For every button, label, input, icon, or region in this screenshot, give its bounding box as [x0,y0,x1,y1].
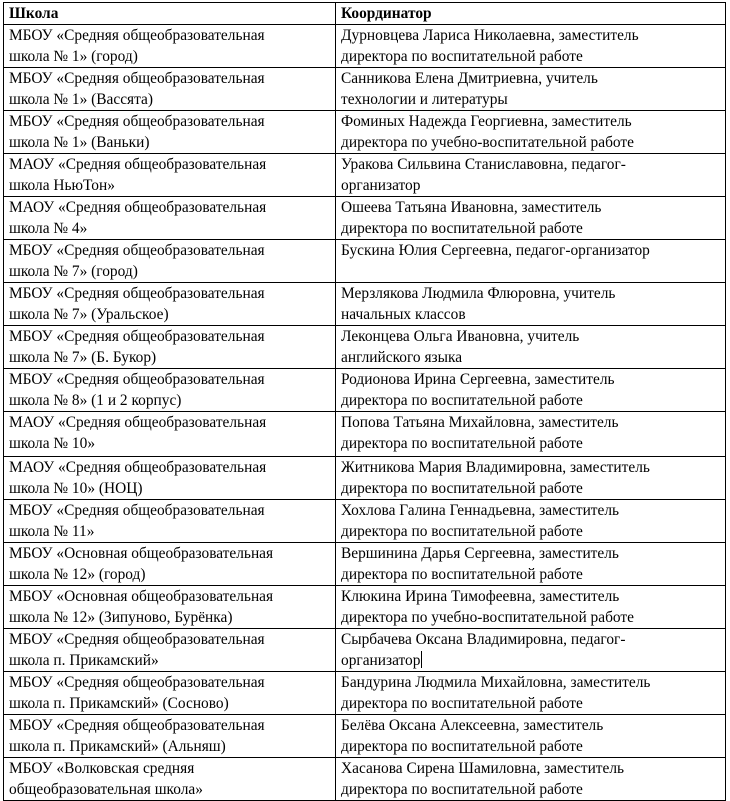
table-row [4,283,726,326]
table-row [4,326,726,369]
table-row [4,369,726,412]
school-cell: МАОУ «Средняя общеобразовательная школа НьюТон» [4,154,336,197]
school-cell: МБОУ «Средняя общеобразовательная школа № 1» (Ваньки) [4,111,336,154]
coordinator-cell: Мерзлякова Людмила Флюровна, учитель начальных классов [336,283,726,326]
coordinator-cell: Сырбачева Оксана Владимировна, педагог- организатор [336,629,726,672]
header-school: Школа [4,3,336,25]
table-row [4,25,726,68]
coordinator-cell: Уракова Сильвина Станиславовна, педагог- организатор [336,154,726,197]
table-row [4,672,726,715]
text-cursor [421,651,422,668]
header-coordinator: Координатор [336,3,726,25]
table-row [4,543,726,586]
table-row [4,154,726,197]
table-row [4,586,726,629]
coordinator-cell: Вершинина Дарья Сергеевна, заместитель директора по воспитательной работе [336,543,726,586]
table-row [4,629,726,672]
school-cell: МБОУ «Средняя общеобразовательная школа № 7» (Б. Букор) [4,326,336,369]
table-row [4,240,726,283]
coordinator-cell: Бускина Юлия Сергеевна, педагог-организатор [336,240,726,283]
school-cell: МБОУ «Основная общеобразовательная школа № 12» (город) [4,543,336,586]
school-cell: МБОУ «Средняя общеобразовательная школа № 7» (Уральское) [4,283,336,326]
coordinator-cell: Житникова Мария Владимировна, заместитель директора по воспитательной работе [336,457,726,500]
table-row [4,758,726,801]
school-cell: МАОУ «Средняя общеобразовательная школа № 10» (НОЦ) [4,457,336,500]
coordinator-cell: Бандурина Людмила Михайловна, заместитель директора по воспитательной работе [336,672,726,715]
school-cell: МБОУ «Средняя общеобразовательная школа № 8» (1 и 2 корпус) [4,369,336,412]
coordinator-cell: Хасанова Сирена Шамиловна, заместитель директора по воспитательной работе [336,758,726,801]
coordinator-cell: Фоминых Надежда Георгиевна, заместитель директора по учебно-воспитательной работе [336,111,726,154]
coordinator-cell: Хохлова Галина Геннадьевна, заместитель директора по воспитательной работе [336,500,726,543]
table-row [4,715,726,758]
school-cell: МБОУ «Средняя общеобразовательная школа № 1» (Вассята) [4,68,336,111]
coordinator-cell: Санникова Елена Дмитриевна, учитель технологии и литературы [336,68,726,111]
table-row [4,457,726,500]
coordinator-cell: Клюкина Ирина Тимофеевна, заместитель директора по учебно-воспитательной работе [336,586,726,629]
school-cell: МБОУ «Основная общеобразовательная школа № 12» (Зипуново, Бурёнка) [4,586,336,629]
table-row [4,111,726,154]
coordinators-table [3,2,726,801]
table-row [4,68,726,111]
school-cell: МБОУ «Средняя общеобразовательная школа № 1» (город) [4,25,336,68]
school-cell: МБОУ «Средняя общеобразовательная школа № 7» (город) [4,240,336,283]
school-cell: МБОУ «Волковская средняя общеобразовательная школа» [4,758,336,801]
coordinator-cell: Дурновцева Лариса Николаевна, заместитель директора по воспитательной работе [336,25,726,68]
coordinator-cell: Леконцева Ольга Ивановна, учитель английского языка [336,326,726,369]
coordinator-cell: Ошеева Татьяна Ивановна, заместитель директора по воспитательной работе [336,197,726,240]
table-row [4,197,726,240]
table-row [4,500,726,543]
school-cell: МАОУ «Средняя общеобразовательная школа № 4» [4,197,336,240]
coordinator-cell: Попова Татьяна Михайловна, заместитель директора по воспитательной работе [336,412,726,457]
table-row [4,412,726,457]
school-cell: МБОУ «Средняя общеобразовательная школа п. Прикамский» [4,629,336,672]
school-cell: МАОУ «Средняя общеобразовательная школа № 10» [4,412,336,457]
school-cell: МБОУ «Средняя общеобразовательная школа п. Прикамский» (Сосново) [4,672,336,715]
header-row [4,3,726,25]
coordinator-cell: Белёва Оксана Алексеевна, заместитель директора по воспитательной работе [336,715,726,758]
school-cell: МБОУ «Средняя общеобразовательная школа п. Прикамский» (Альняш) [4,715,336,758]
school-cell: МБОУ «Средняя общеобразовательная школа № 11» [4,500,336,543]
coordinator-cell: Родионова Ирина Сергеевна, заместитель директора по воспитательной работе [336,369,726,412]
